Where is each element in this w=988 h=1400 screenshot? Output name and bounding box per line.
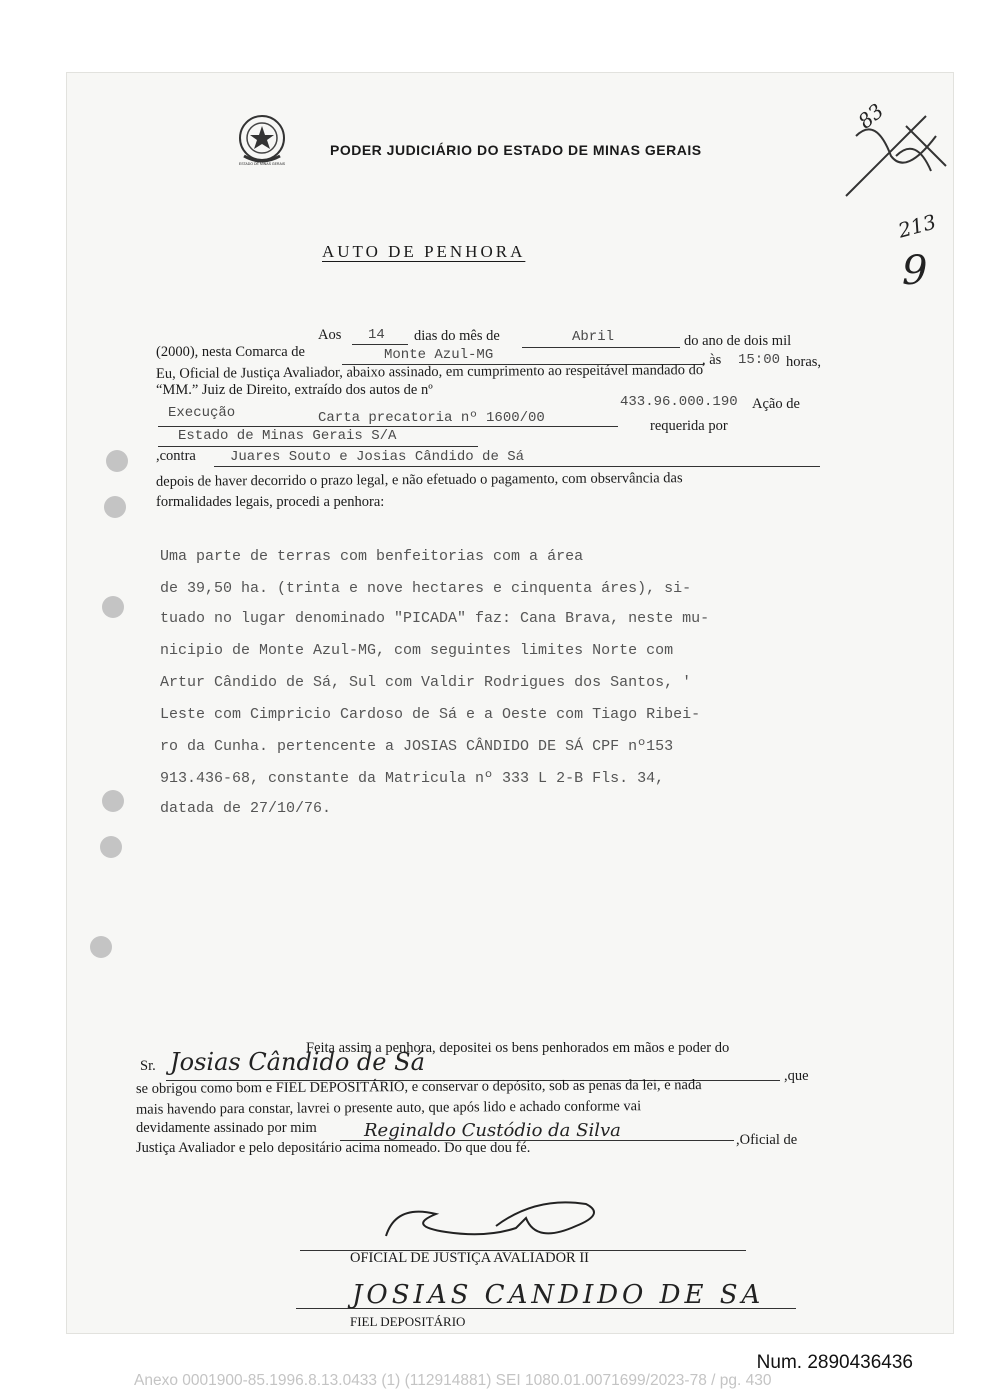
closing-text: ,que [784,1068,809,1084]
annex-reference: Anexo 0001900-85.1996.8.13.0433 (1) (112914881) SEI 1080.01.0071699/2023-78 / pg. 430 [134,1372,772,1389]
action-detail: Carta precatoria nº 1600/00 [318,410,545,426]
form-text: requerida por [650,418,728,434]
punch-hole [102,596,124,618]
form-text: dias do mês de [414,328,500,344]
description-line: datada de 27/10/76. [160,800,332,817]
depositary-handwritten-name: Josias Cândido de Sá [170,1048,425,1076]
margin-page-number-top: 83 [853,98,889,134]
form-text: horas, [786,354,822,370]
closing-text: Sr. [140,1058,156,1074]
depositary-signature: JOSIAS CANDIDO DE SA [352,1280,765,1310]
description-line: nicipio de Monte Azul-MG, com seguintes limites Norte com [160,642,674,659]
document-title: AUTO DE PENHORA [322,242,526,261]
margin-page-number-mid: 213 [895,209,939,243]
blank-line [158,446,478,447]
blank-line [158,426,618,427]
description-line: tuado no lugar denominado "PICADA" faz: Cana Brava, neste mu- [160,610,710,627]
form-text: formalidades legais, procedi a penhora: [156,494,385,510]
closing-text: Justiça Avaliador e pelo depositário acima nomeado. Do que dou fé. [136,1140,531,1156]
punch-hole [100,836,122,858]
punch-hole [104,496,126,518]
seal-text: ESTADO DE MINAS GERAIS [238,162,286,166]
action-value: Execução [168,405,236,421]
description-line: 913.436-68, constante da Matricula nº 333 L 2-B Fls. 34, [160,770,665,787]
state-seal-icon [232,112,292,168]
signature-line [296,1308,796,1309]
month-value: Abril [572,329,615,345]
officer-handwritten-name: Reginaldo Custódio da Silva [364,1120,621,1141]
form-text: , às [702,352,722,368]
form-text: depois de haver decorrido o prazo legal, e não efetuado o pagamento, com observância das [155,470,683,490]
closing-text: mais havendo para constar, lavrei o presente auto, que após lido e achado conforme vai [135,1098,642,1118]
blank-line [352,344,408,345]
form-text: Eu, Oficial de Justiça Avaliador, abaixo assinado, em cumprimento ao respeitável mandado do [155,362,704,382]
form-text: (2000), nesta Comarca de [156,344,305,360]
form-text: Aos [318,327,342,343]
officer-signature-scribble [376,1196,616,1252]
blank-line [214,466,820,467]
institution-header: PODER JUDICIÁRIO DO ESTADO DE MINAS GERAIS [330,142,702,158]
officer-label: OFICIAL DE JUSTIÇA AVALIADOR II [350,1250,589,1266]
hour-value: 15:00 [738,352,781,368]
process-number: 433.96.000.190 [620,394,738,410]
closing-text: Feita assim a penhora, depositei os bens penhorados em mãos e poder do [306,1040,730,1056]
punch-hole [106,450,128,472]
day-value: 14 [368,327,385,343]
form-text: do ano de dois mil [684,333,792,349]
closing-text: devidamente assinado por mim [136,1120,317,1136]
form-text: Ação de [752,396,800,412]
punch-hole [90,936,112,958]
plaintiff-value: Estado de Minas Gerais S/A [178,428,397,444]
document-number: Num. 2890436436 [756,1352,913,1373]
description-line: Leste com Cimpricio Cardoso de Sá e a Oeste com Tiago Ribei- [160,706,701,723]
description-line: Uma parte de terras com benfeitorias com a área [160,548,584,565]
defendants-value: Juares Souto e Josias Cândido de Sá [230,449,525,465]
closing-text: ,Oficial de [736,1132,798,1148]
comarca-value: Monte Azul-MG [384,347,494,363]
form-text: ,contra [156,448,196,464]
blank-line [522,347,680,348]
description-line: de 39,50 ha. (trinta e nove hectares e cinquenta áres), si- [160,580,692,597]
description-line: ro da Cunha. pertencente a JOSIAS CÂNDIDO DE SÁ CPF nº153 [160,738,674,755]
form-text: “MM.” Juiz de Direito, extraído dos autos de nº [156,382,433,398]
margin-signature-scribble [836,96,956,206]
depositary-label: FIEL DEPOSITÁRIO [350,1314,466,1326]
closing-text: se obrigou como bom e FIEL DEPOSITÁRIO, e conservar o depósito, sob as penas da lei, e nada [135,1077,702,1097]
margin-page-number-bottom: 9 [902,248,928,294]
punch-hole [102,790,124,812]
description-line: Artur Cândido de Sá, Sul com Valdir Rodrigues dos Santos, ' [160,674,692,691]
